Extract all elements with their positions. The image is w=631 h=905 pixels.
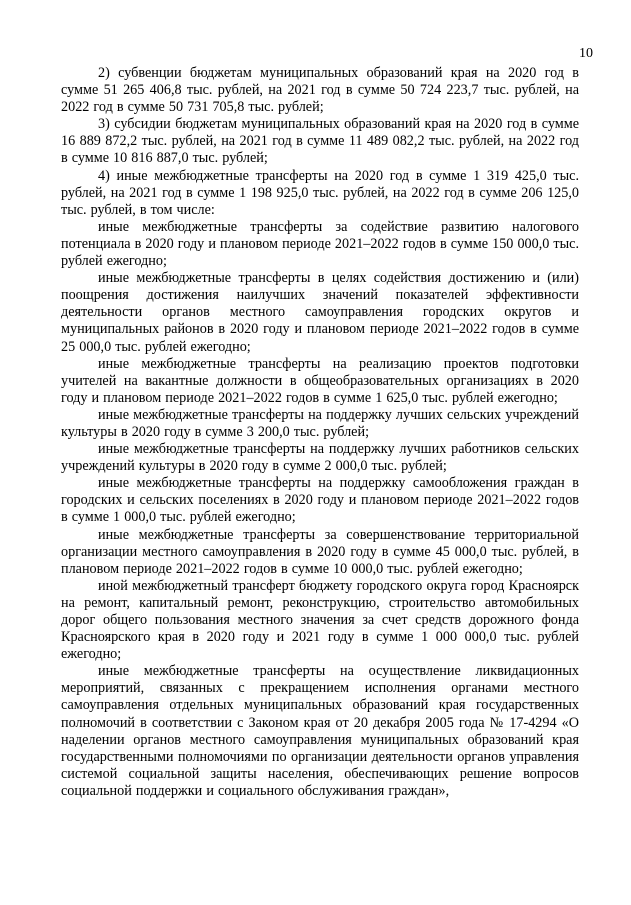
paragraph-subventions: 2) субвенции бюджетам муниципальных образований края на 2020 год в сумме 51 265 406,8 тыс. рублей, на 2021 год в сумме 50 724 223,7 тыс. рублей, на 2022 год в сумме 50 731 705,8 тыс. рублей; [61,65,579,116]
paragraph-tax-potential: иные межбюджетные трансферты за содействие развитию налогового потенциала в 2020 году и плановом периоде 2021–2022 годов в сумме 150 000,0 тыс. рублей ежегодно; [61,218,579,270]
paragraph-culture-institutions: иные межбюджетные трансферты на поддержку лучших сельских учреждений культуры в 2020 году в сумме 3 200,0 тыс. рублей; [61,406,579,440]
page-number: 10 [579,46,593,61]
paragraph-krasnoyarsk-roads: иной межбюджетный трансферт бюджету городского округа город Красноярск на ремонт, капитальный ремонт, реконструкцию, строительство автомобильных дорог общего пользования местного значения за счет средств дорожного фонда Красноярского края в 2020 году и 2021 году в сумме 1 000 000,0 тыс. рублей ежегодно; [61,577,579,663]
paragraph-subsidies: 3) субсидии бюджетам муниципальных образований края на 2020 год в сумме 16 889 872,2 тыс. рублей, на 2021 год в сумме 11 489 082,2 тыс. рублей, на 2022 год в сумме 10 816 887,0 тыс. рублей; [61,116,579,167]
paragraph-liquidation: иные межбюджетные трансферты на осуществление ликвидационных мероприятий, связанных с прекращением исполнения органами местного самоуправления отдельных муниципальных образований края государственных полномочий в соответствии с Законом края от 20 декабря 2005 года № 17-4294 «О наделении органов местного самоуправления муниципальных образований края государственными полномочиями по организации деятельности органов управления системой социальной защиты населения, обеспечивающих решение вопросов социальной поддержки и социального обслуживания граждан», [61,663,579,799]
document-body [61,65,579,800]
paragraph-self-taxation: иные межбюджетные трансферты на поддержку самообложения граждан в городских и сельских поселениях в 2020 году и плановом периоде 2021–2022 годов в сумме 1 000,0 тыс. рублей ежегодно; [61,475,579,526]
paragraph-territorial-organization: иные межбюджетные трансферты за совершенствование территориальной организации местного самоуправления в 2020 году в сумме 45 000,0 тыс. рублей, в плановом периоде 2021–2022 годов в сумме 10 000,0 тыс. рублей ежегодно; [61,526,579,577]
paragraph-other-transfers: 4) иные межбюджетные трансферты на 2020 год в сумме 1 319 425,0 тыс. рублей, на 2021 год в сумме 1 198 925,0 тыс. рублей, на 2022 год в сумме 206 125,0 тыс. рублей, в том числе: [61,167,579,218]
paragraph-teachers: иные межбюджетные трансферты на реализацию проектов подготовки учителей на вакантные должности в общеобразовательных организациях в 2020 году и плановом периоде 2021–2022 годов в сумме 1 625,0 тыс. рублей ежегодно; [61,355,579,406]
paragraph-culture-workers: иные межбюджетные трансферты на поддержку лучших работников сельских учреждений культуры в 2020 году в сумме 2 000,0 тыс. рублей; [61,441,579,475]
paragraph-efficiency: иные межбюджетные трансферты в целях содействия достижению и (или) поощрения достижения наилучших значений показателей эффективности деятельности органов местного самоуправления городских округов и муниципальных районов в 2020 году и плановом периоде 2021–2022 годов в сумме 25 000,0 тыс. рублей ежегодно; [61,270,579,355]
